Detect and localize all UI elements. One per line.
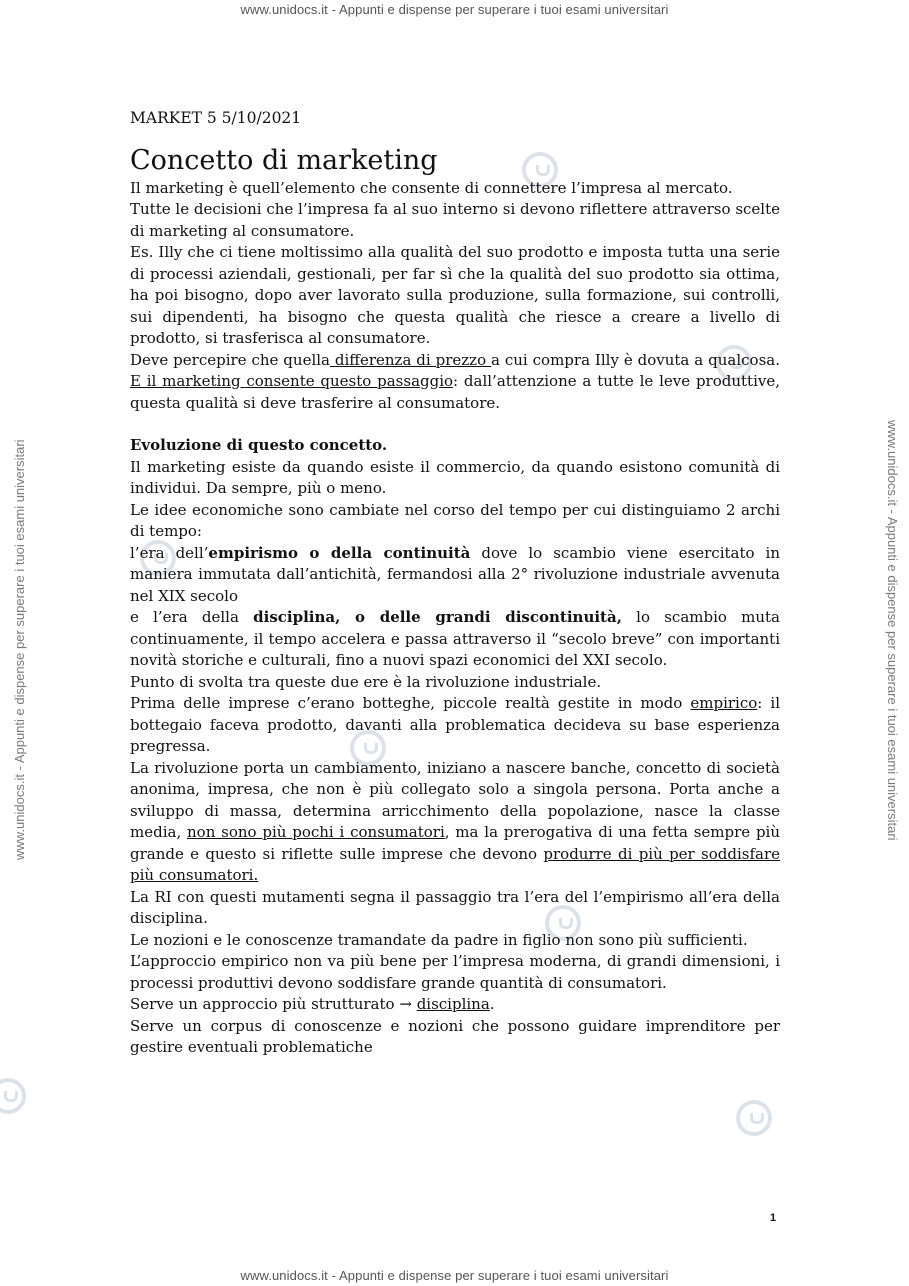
document-body — [130, 108, 780, 1059]
paragraph: Prima delle imprese c’erano botteghe, piccole realtà gestite in modo empirico: il bottegaio faceva prodotto, davanti alla problematica decideva su base esperienza pregressa. — [130, 694, 781, 755]
paragraph: Le idee economiche sono cambiate nel corso del tempo per cui distinguiamo 2 archi di tempo: — [130, 500, 780, 540]
watermark-left-side: www.unidocs.it - Appunti e dispense per superare i tuoi esami universitari — [12, 439, 27, 860]
logo-watermark-icon — [0, 1078, 26, 1114]
paragraph: Es. Illy che ci tiene moltissimo alla qualità del suo prodotto e imposta tutta una serie di processi aziendali, gestionali, per far sì che la qualità del suo prodotto sia ottima, ha poi bisogno, dopo aver lavorato sulla produzione, sulla formazione, sui controlli, sui dipendenti, ha bisogno che questa qualità che riesce a creare a livello di prodotto, si trasferisca al consumatore. — [130, 243, 780, 347]
paragraph: Le nozioni e le conoscenze tramandate da padre in figlio non sono più sufficienti. — [130, 930, 748, 949]
paragraph: Deve percepire che quella differenza di prezzo a cui compra Illy è dovuta a qualcosa. E il marketing consente questo passaggio: dall’attenzione a tutte le leve produttive, questa qualità si deve trasferire al consumatore. — [130, 350, 780, 412]
document-header: MARKET 5 5/10/2021 — [130, 109, 302, 127]
watermark-bottom: www.unidocs.it - Appunti e dispense per superare i tuoi esami universitari — [240, 1268, 669, 1283]
watermark-right-side: www.unidocs.it - Appunti e dispense per superare i tuoi esami universitari — [885, 420, 900, 841]
section-heading: Evoluzione di questo concetto. — [130, 436, 388, 454]
paragraph: La RI con questi mutamenti segna il passaggio tra l’era del l’empirismo all’era della disciplina. — [130, 887, 780, 927]
arrow-right-icon: → — [399, 995, 412, 1013]
paragraph: e l’era della disciplina, o delle grandi discontinuità, lo scambio muta continuamente, il tempo accelera e passa attraverso il “secolo breve” con importanti novità storiche e culturali, fino a nuovi spazi economici del XXI secolo. — [130, 608, 780, 669]
paragraph: Serve un corpus di conoscenze e nozioni che possono guidare imprenditore per gestire eventuali problematiche — [130, 1016, 780, 1056]
paragraph: Il marketing esiste da quando esiste il commercio, da quando esistono comunità di individui. Da sempre, più o meno. — [130, 457, 780, 497]
paragraph: Serve un approccio più strutturato → disciplina. — [130, 995, 495, 1013]
paragraph: l’era dell’empirismo o della continuità dove lo scambio viene esercitato in maniera immutata dall’antichità, fermandosi alla 2° rivoluzione industriale avvenuta nel XIX secolo — [130, 543, 780, 605]
page-number: 1 — [770, 1212, 777, 1224]
watermark-top: www.unidocs.it - Appunti e dispense per superare i tuoi esami universitari — [240, 2, 669, 17]
paragraph: Punto di svolta tra queste due ere è la rivoluzione industriale. — [130, 672, 602, 691]
paragraph: Il marketing è quell’elemento che consente di connettere l’impresa al mercato. — [130, 178, 733, 197]
logo-watermark-icon — [736, 1100, 772, 1136]
paragraph: L’approccio empirico non va più bene per l’impresa moderna, di grandi dimensioni, i processi produttivi devono soddisfare grande quantità di consumatori. — [130, 952, 780, 992]
paragraph: La rivoluzione porta un cambiamento, iniziano a nascere banche, concetto di società anonima, impresa, che non è più collegato solo a singola persona. Porta anche a sviluppo di massa, determina arricchimento della popolazione, nasce la classe media, non sono più pochi i consumatori, ma la prerogativa di una fetta sempre più grande e questo si riflette sulle imprese che devono produrre di più per soddisfare più consumatori. — [130, 758, 781, 884]
page-title: Concetto di marketing — [130, 144, 438, 176]
paragraph: Tutte le decisioni che l’impresa fa al suo interno si devono riflettere attraverso scelte di marketing al consumatore. — [130, 200, 780, 240]
